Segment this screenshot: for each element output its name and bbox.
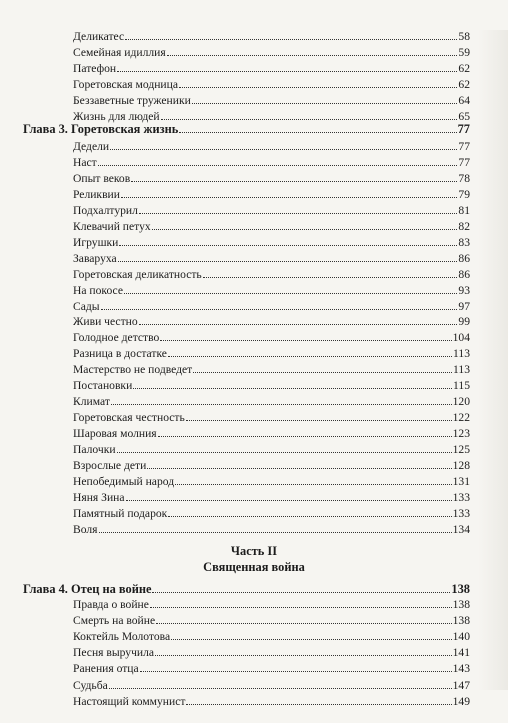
toc-entry-page: 77 xyxy=(457,122,470,136)
toc-entry-page: 122 xyxy=(452,411,470,425)
toc-entry xyxy=(73,30,470,44)
toc-entry-title: Разница в достатке xyxy=(73,347,167,361)
toc-entry-title: Постановки xyxy=(73,379,133,393)
dot-leader xyxy=(161,110,458,120)
toc-entry xyxy=(73,94,470,108)
toc-entry xyxy=(73,46,470,60)
dot-leader xyxy=(150,598,452,608)
toc-entry-title: Клевачий петух xyxy=(73,219,151,233)
toc-entry-title: Мастерство не подведет xyxy=(73,363,193,377)
part-title: Священная война xyxy=(203,560,305,574)
dot-leader xyxy=(125,30,457,40)
toc-entry-page: 83 xyxy=(458,235,470,249)
toc-entry xyxy=(73,331,470,345)
toc-entry-page: 147 xyxy=(452,678,470,692)
toc-entry-title: Подхалтурил xyxy=(73,203,138,217)
toc-entry-title: Игрушки xyxy=(73,235,119,249)
toc-entry-page: 133 xyxy=(452,490,470,504)
toc-entry-title: Опыт веков xyxy=(73,171,131,185)
toc-entry-title: Наст xyxy=(73,155,97,169)
toc-entry xyxy=(73,188,470,202)
toc-entry-title: Глава 4. Отец на войне xyxy=(23,582,152,596)
toc-entry xyxy=(73,172,470,186)
dot-leader xyxy=(158,427,452,437)
dot-leader xyxy=(98,156,458,166)
dot-leader xyxy=(179,123,456,133)
toc-entry xyxy=(73,363,470,377)
toc-entry xyxy=(73,236,470,250)
dot-leader xyxy=(203,268,458,278)
toc-entry-title: Воля xyxy=(73,522,98,536)
dot-leader xyxy=(110,140,457,150)
toc-chapter xyxy=(23,122,470,136)
page-edge-shadow xyxy=(478,30,508,690)
toc-entry-title: Сады xyxy=(73,299,100,313)
dot-leader xyxy=(186,695,451,705)
dot-leader xyxy=(118,252,458,262)
dot-leader xyxy=(140,662,452,672)
toc-entry-page: 134 xyxy=(452,522,470,536)
toc-entry-page: 59 xyxy=(458,45,470,59)
toc-entry xyxy=(73,140,470,154)
toc-entry-page: 58 xyxy=(458,30,470,43)
toc-entry xyxy=(73,695,470,709)
toc-entry xyxy=(73,427,470,441)
toc-entry-title: Беззаветные труженики xyxy=(73,93,191,107)
toc-entry-title: Взрослые дети xyxy=(73,459,147,472)
dot-leader xyxy=(193,363,452,373)
dot-leader xyxy=(121,188,457,198)
toc-entry-page: 86 xyxy=(458,267,470,281)
toc-entry-page: 78 xyxy=(458,171,470,185)
toc-entry-page: 64 xyxy=(458,93,470,107)
toc-entry-page: 141 xyxy=(452,646,470,660)
dot-leader xyxy=(167,46,458,56)
toc-entry-title: Правда о войне xyxy=(73,598,149,611)
toc-entry xyxy=(73,662,470,676)
toc-entry-page: 79 xyxy=(458,187,470,201)
toc-entry-page: 140 xyxy=(452,630,470,644)
toc-entry-page: 77 xyxy=(458,140,470,153)
toc-entry xyxy=(73,220,470,234)
toc-entry-page: 115 xyxy=(453,379,470,393)
toc-entry xyxy=(73,284,470,298)
toc-entry-title: Голодное детство xyxy=(73,331,160,345)
toc-entry-title: Климат xyxy=(73,395,110,409)
toc-entry-page: 138 xyxy=(452,598,470,611)
dot-leader xyxy=(124,284,457,294)
dot-leader xyxy=(99,523,452,533)
dot-leader xyxy=(117,443,452,453)
toc-entry xyxy=(73,443,470,457)
toc-entry-title: Дедели xyxy=(73,140,110,153)
toc-entry-title: На покосе xyxy=(73,283,123,297)
toc-entry xyxy=(73,315,470,329)
toc-entry-page: 65 xyxy=(458,109,470,123)
toc-entry-title: Реликвии xyxy=(73,187,120,201)
toc-entry xyxy=(73,395,470,409)
toc-entry-title: Смерть на войне xyxy=(73,614,156,628)
toc-entry-page: 138 xyxy=(452,614,470,628)
toc-entry xyxy=(73,614,470,628)
toc-entry-page: 131 xyxy=(452,474,470,488)
part-number: Часть II xyxy=(230,544,278,558)
toc-entry xyxy=(73,679,470,693)
toc-entry-title: Няня Зина xyxy=(73,490,125,504)
toc-entry xyxy=(73,347,470,361)
toc-entry xyxy=(73,475,470,489)
dot-leader xyxy=(109,679,452,689)
toc-chapter xyxy=(23,582,470,596)
dot-leader xyxy=(147,459,451,469)
toc-entry-title: Судьба xyxy=(73,678,108,692)
toc-entry xyxy=(73,156,470,170)
dot-leader xyxy=(160,331,451,341)
toc-entry-page: 104 xyxy=(452,331,470,345)
toc-entry-page: 123 xyxy=(452,427,470,441)
toc-entry-page: 97 xyxy=(458,299,470,313)
toc-entry-page: 120 xyxy=(452,395,470,409)
toc-entry-title: Коктейль Молотова xyxy=(73,630,171,644)
toc-entry xyxy=(73,411,470,425)
toc-entry-page: 93 xyxy=(458,283,470,297)
dot-leader xyxy=(111,395,452,405)
toc-entry-page: 149 xyxy=(452,694,470,708)
toc-entry-title: Живи честно xyxy=(73,315,138,329)
toc-entry-title: Настоящий коммунист xyxy=(73,694,186,708)
toc-entry-title: Горетовская модница xyxy=(73,77,178,91)
toc-entry-page: 99 xyxy=(458,315,470,329)
toc-entry-title: Семейная идиллия xyxy=(73,45,166,59)
toc-entry-title: Горетовская деликатность xyxy=(73,267,202,281)
toc-entry-page: 113 xyxy=(453,363,470,377)
toc-entry xyxy=(73,507,470,521)
toc-entry-title: Жизнь для людей xyxy=(73,109,160,123)
toc-entry-page: 133 xyxy=(452,506,470,520)
dot-leader xyxy=(179,78,457,88)
dot-leader xyxy=(192,94,458,104)
toc-entry-page: 138 xyxy=(451,582,470,596)
toc-entry-page: 125 xyxy=(452,443,470,457)
dot-leader xyxy=(152,220,458,230)
dot-leader xyxy=(175,475,452,485)
toc-entry xyxy=(73,491,470,505)
toc-entry xyxy=(73,300,470,314)
dot-leader xyxy=(131,172,457,182)
toc-entry xyxy=(73,252,470,266)
toc-entry-page: 82 xyxy=(458,219,470,233)
toc-entry xyxy=(73,646,470,660)
toc-entry-page: 86 xyxy=(458,251,470,265)
toc-entry xyxy=(73,204,470,218)
dot-leader xyxy=(186,411,452,421)
dot-leader xyxy=(126,491,452,501)
toc-entry-title: Горетовская честность xyxy=(73,411,185,425)
toc-entry-title: Шаровая молния xyxy=(73,427,157,441)
dot-leader xyxy=(139,315,458,325)
dot-leader xyxy=(171,630,452,640)
dot-leader xyxy=(155,646,452,656)
toc-entry xyxy=(73,78,470,92)
toc-entry-page: 128 xyxy=(452,459,470,472)
toc-entry-page: 62 xyxy=(458,61,470,75)
toc-entry-title: Песня выручила xyxy=(73,646,155,660)
toc-entry-title: Глава 3. Горетовская жизнь xyxy=(23,122,179,136)
toc-entry-page: 113 xyxy=(453,347,470,361)
dot-leader xyxy=(156,614,452,624)
dot-leader xyxy=(117,62,457,72)
toc-entry-page: 62 xyxy=(458,77,470,91)
dot-leader xyxy=(152,583,450,593)
toc-entry-title: Ранения отца xyxy=(73,662,139,676)
toc-entry xyxy=(73,268,470,282)
dot-leader xyxy=(168,507,451,517)
toc-entry-page: 81 xyxy=(458,203,470,217)
toc-entry-title: Патефон xyxy=(73,61,117,75)
toc-entry-title: Палочки xyxy=(73,443,116,457)
dot-leader xyxy=(133,379,452,389)
toc-entry xyxy=(73,523,470,537)
toc-entry-title: Памятный подарок xyxy=(73,506,168,520)
toc-entry xyxy=(73,459,470,473)
toc-entry-page: 77 xyxy=(458,155,470,169)
toc-entry-page: 143 xyxy=(452,662,470,676)
toc-entry xyxy=(73,379,470,393)
dot-leader xyxy=(101,300,458,310)
toc-entry xyxy=(73,630,470,644)
toc-entry xyxy=(73,598,470,612)
toc-entry-title: Непобедимый народ xyxy=(73,474,175,488)
dot-leader xyxy=(168,347,452,357)
toc-entry-title: Деликатес xyxy=(73,30,125,43)
dot-leader xyxy=(139,204,457,214)
toc-entry xyxy=(73,62,470,76)
dot-leader xyxy=(119,236,457,246)
toc-entry-title: Заваруха xyxy=(73,251,117,265)
